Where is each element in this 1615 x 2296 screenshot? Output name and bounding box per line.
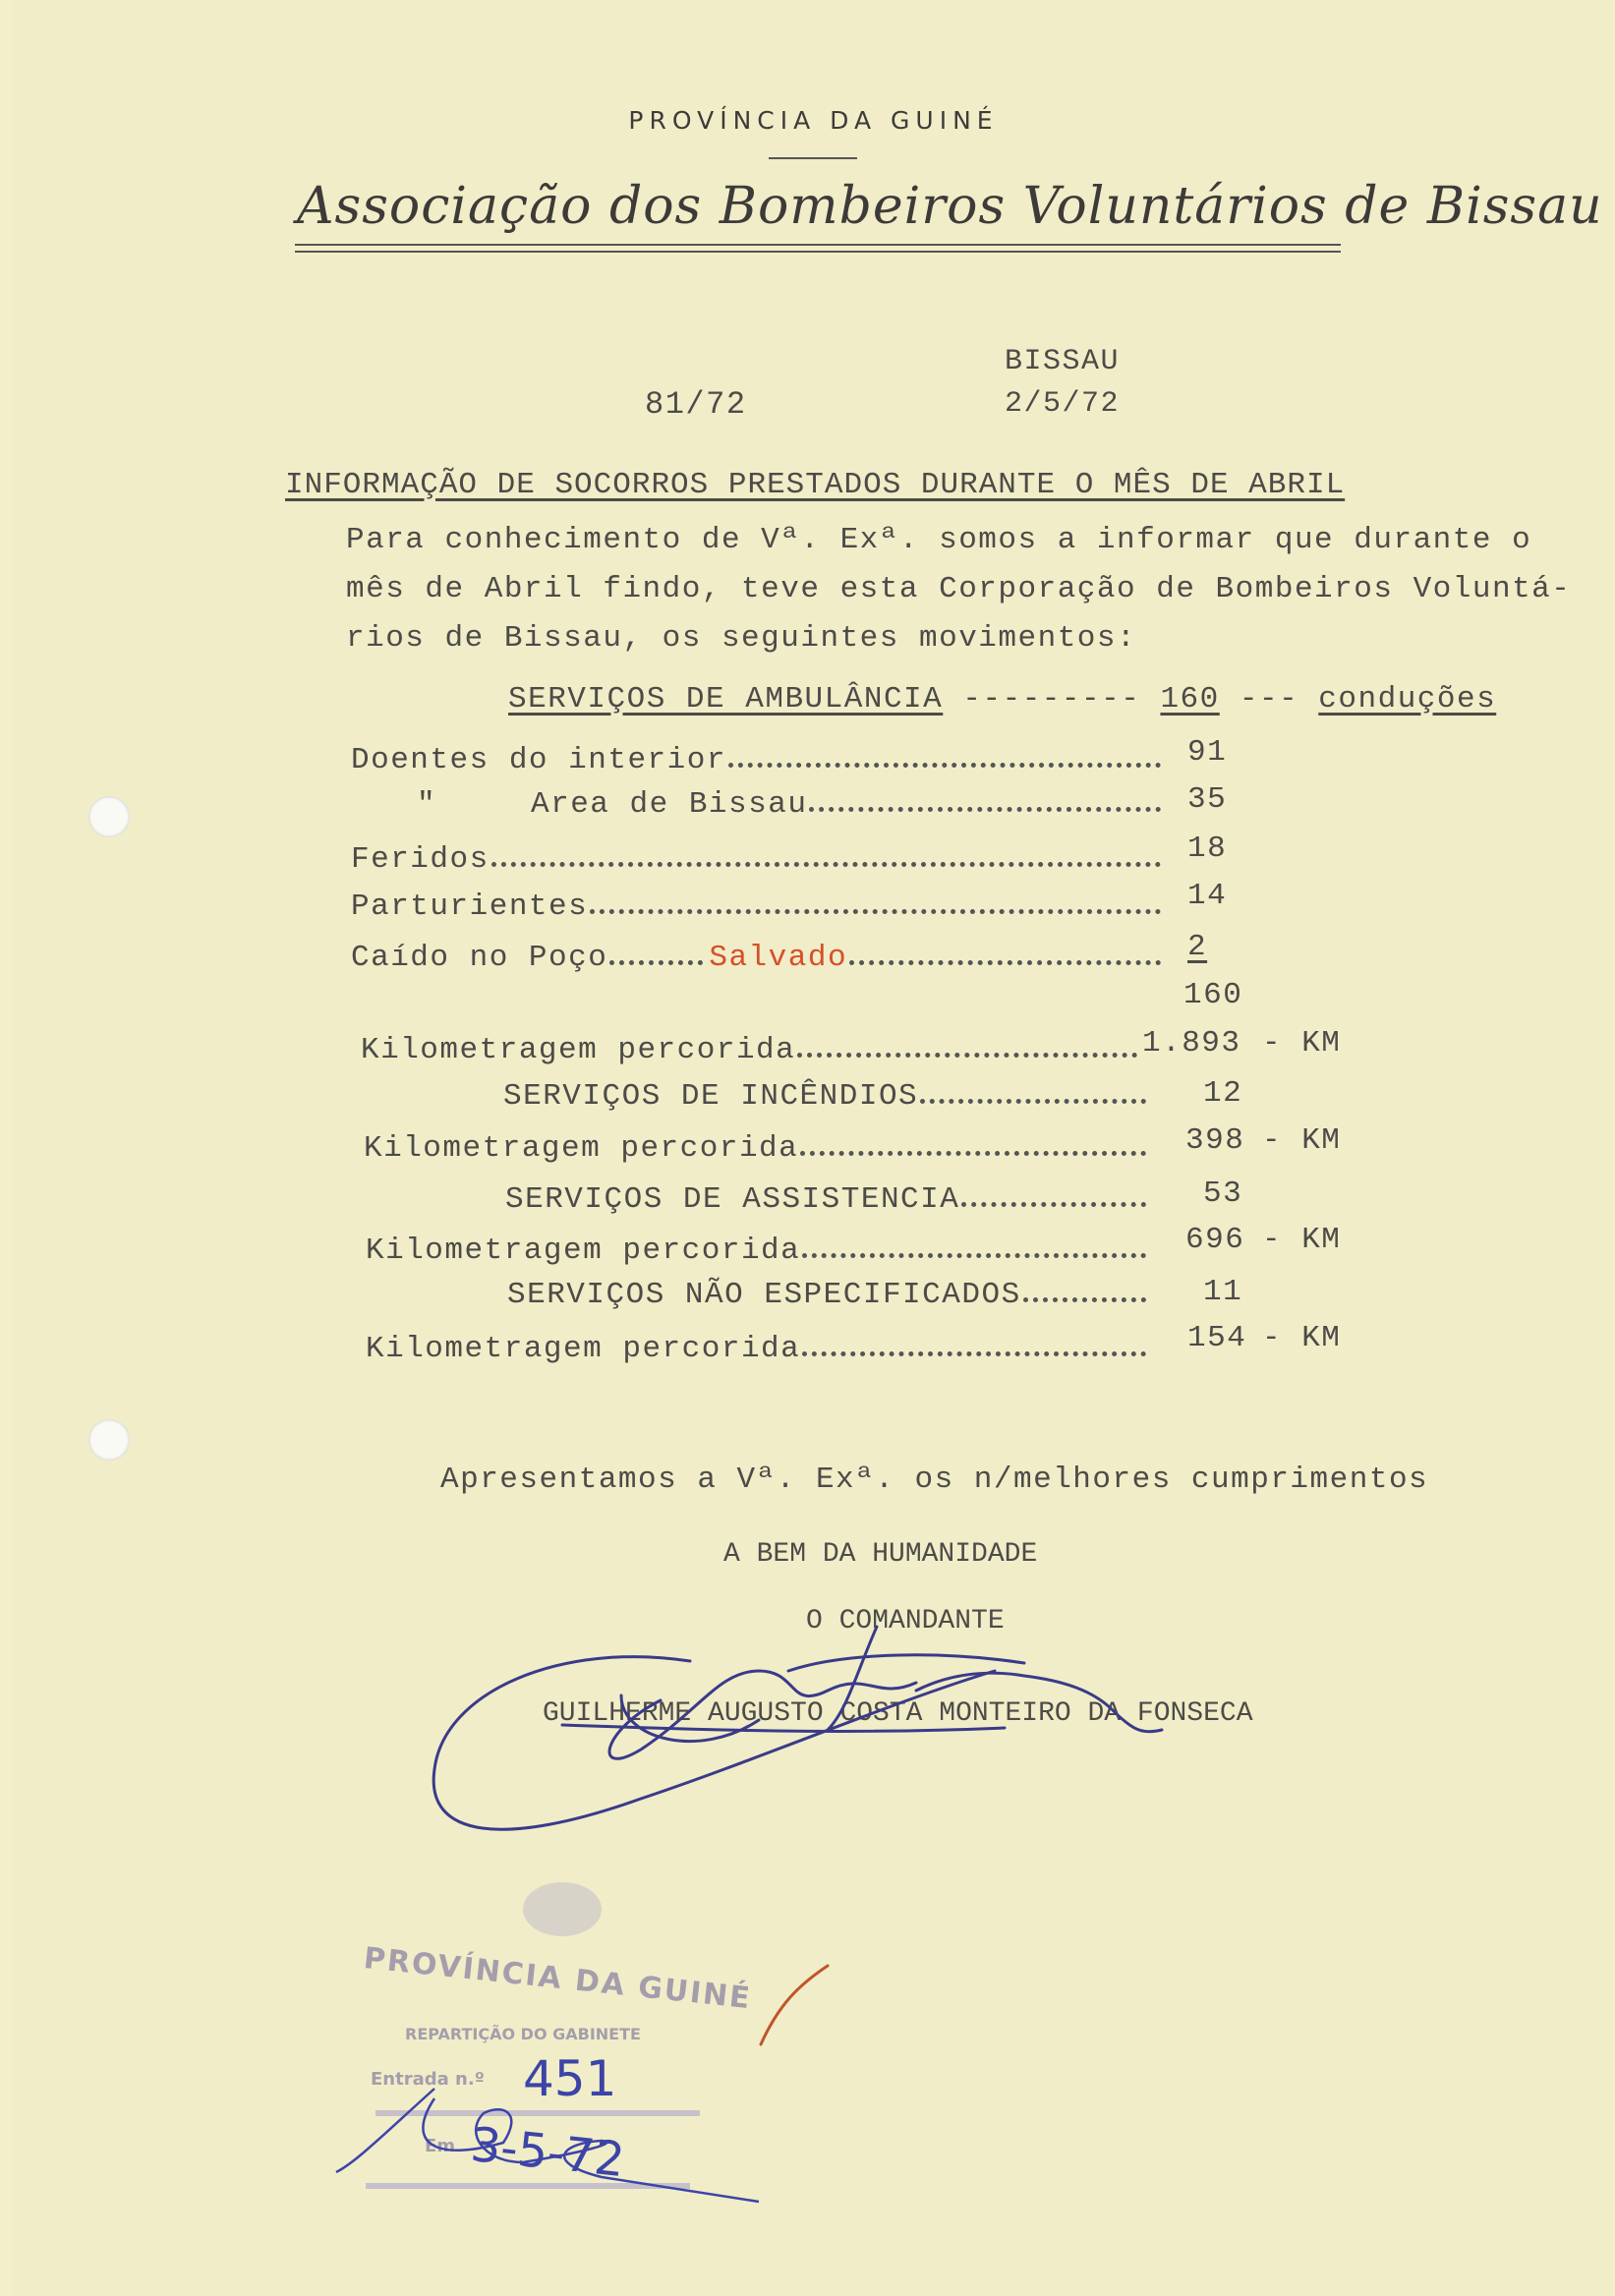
reference-number: 81/72 xyxy=(645,386,747,423)
ambulance-title: SERVIÇOS DE AMBULÂNCIA xyxy=(508,682,944,717)
reference-place: BISSAU xyxy=(1005,345,1121,378)
service-value: 53 xyxy=(1203,1177,1243,1211)
intro-line: mês de Abril findo, teve esta Corporação de Bombeiros Voluntá- xyxy=(346,572,1572,606)
km-value: 154 xyxy=(1187,1321,1247,1355)
service-title: SERVIÇOS DE ASSISTENCIA xyxy=(505,1182,960,1217)
ditto-mark: " xyxy=(417,787,437,822)
km-unit: - KM xyxy=(1262,1223,1342,1257)
item-label: Parturientes xyxy=(351,890,589,924)
signer-title: O COMANDANTE xyxy=(806,1606,1005,1636)
stamp-entry-label: Entrada n.º xyxy=(371,2069,485,2090)
item-value: 14 xyxy=(1187,879,1228,913)
item-label: Feridos xyxy=(351,842,490,877)
dash-leader: --- xyxy=(1239,682,1299,717)
service-value: 11 xyxy=(1203,1275,1243,1309)
km-value: 398 xyxy=(1185,1123,1245,1158)
entry-date-handwritten: 3-5-72 xyxy=(468,2117,628,2189)
item-value: 2 xyxy=(1187,930,1208,964)
motto: A BEM DA HUMANIDADE xyxy=(723,1539,1038,1570)
document-page xyxy=(12,0,1615,2296)
km-unit: - KM xyxy=(1262,1123,1342,1158)
item-label: Caído no Poço xyxy=(351,941,608,975)
km-value: 1.893 xyxy=(1142,1026,1241,1061)
item-label: Area de Bissau xyxy=(531,787,808,822)
stamp-date-label: Em xyxy=(425,2136,456,2156)
ambulance-sum: 160 xyxy=(1183,978,1243,1012)
item-label: Doentes do interior xyxy=(351,743,726,777)
item-value: 18 xyxy=(1187,832,1228,866)
intro-line: rios de Bissau, os seguintes movimentos: xyxy=(346,621,1137,656)
km-label: Kilometragem percorida xyxy=(366,1234,801,1268)
closing-text: Apresentamos a Vª. Exª. os n/melhores cumprimentos xyxy=(440,1463,1429,1497)
km-unit: - KM xyxy=(1262,1026,1342,1061)
association-name: Associação dos Bombeiros Voluntários de Bissau xyxy=(297,177,1603,236)
service-title: SERVIÇOS DE INCÊNDIOS xyxy=(503,1079,919,1114)
service-title: SERVIÇOS NÃO ESPECIFICADOS xyxy=(507,1278,1021,1312)
km-value: 696 xyxy=(1185,1223,1245,1257)
km-label: Kilometragem percorida xyxy=(364,1131,799,1166)
ambulance-unit: conduções xyxy=(1318,682,1497,717)
province-header: PROVÍNCIA DA GUINÉ xyxy=(628,106,999,135)
item-value: 91 xyxy=(1187,735,1228,770)
service-value: 12 xyxy=(1203,1076,1243,1111)
ambulance-total: 160 xyxy=(1160,682,1220,717)
reference-date: 2/5/72 xyxy=(1005,387,1121,421)
intro-line: Para conhecimento de Vª. Exª. somos a informar que durante o xyxy=(346,523,1532,557)
item-value: 35 xyxy=(1187,782,1228,817)
signer-name: GUILHERME AUGUSTO COSTA MONTEIRO DA FONSECA xyxy=(543,1698,1253,1729)
document-heading: INFORMAÇÃO DE SOCORROS PRESTADOS DURANTE O MÊS DE ABRIL xyxy=(285,468,1346,502)
stamp-line2: REPARTIÇÃO DO GABINETE xyxy=(405,2025,641,2043)
km-label: Kilometragem percorida xyxy=(361,1033,796,1067)
salvado-note: Salvado xyxy=(709,941,848,975)
initials-scribble xyxy=(12,0,1615,2296)
entry-number-handwritten: 451 xyxy=(523,2050,617,2107)
km-label: Kilometragem percorida xyxy=(366,1332,801,1366)
km-unit: - KM xyxy=(1262,1321,1342,1355)
stamp-line1: PROVÍNCIA DA GUINÉ xyxy=(362,1941,754,2017)
dash-leader: --------- xyxy=(962,682,1141,717)
